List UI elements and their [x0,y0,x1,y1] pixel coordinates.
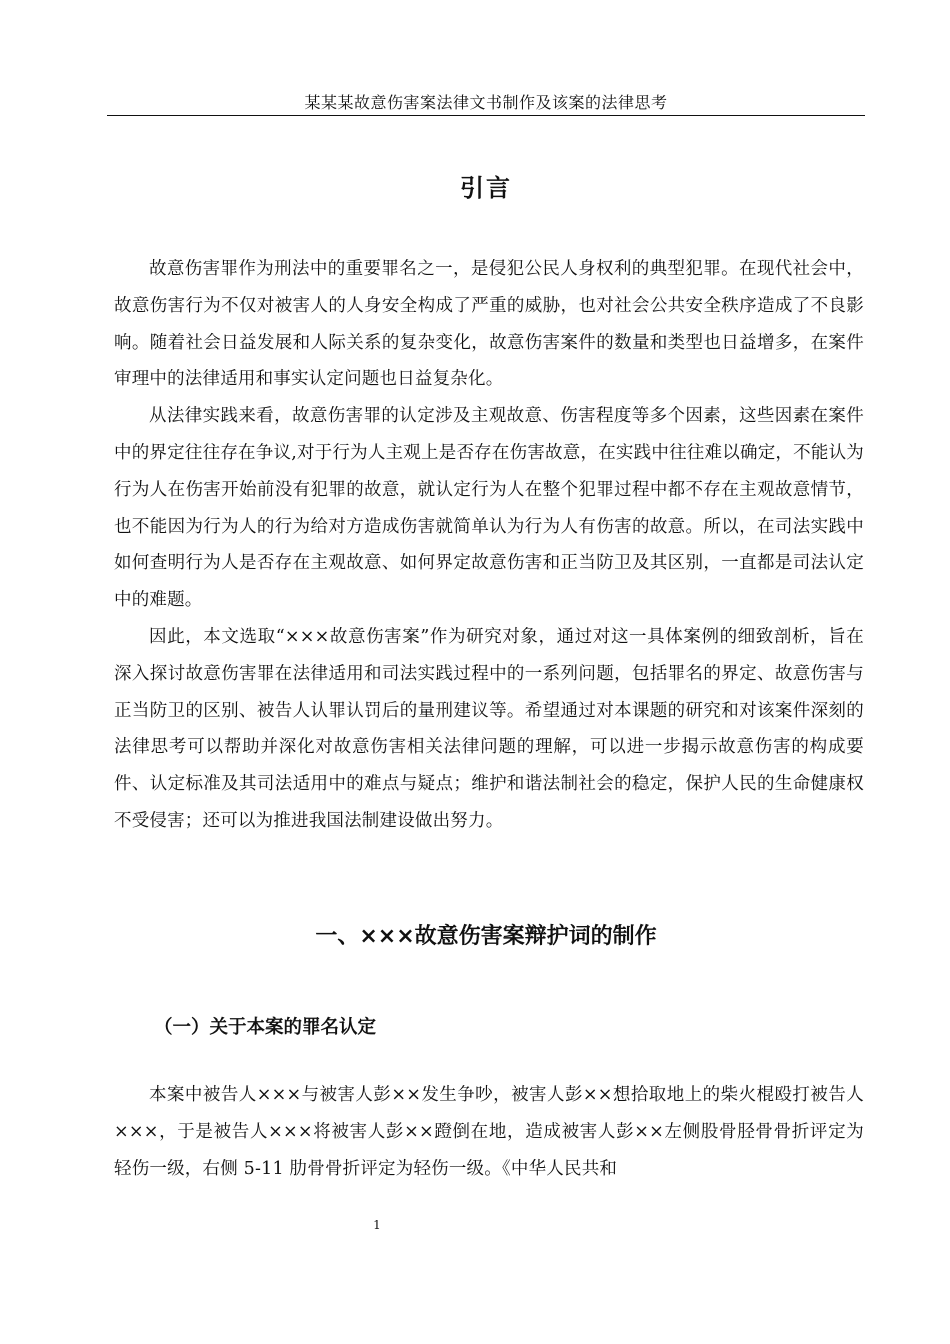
section-heading: 一、×××故意伤害案辩护词的制作 [315,924,657,949]
subsection-heading: （一）关于本案的罪名认定 [154,1017,377,1038]
introduction-paragraph-2: 从法律实践来看，故意伤害罪的认定涉及主观故意、伤害程度等多个因素，这些因素在案件中的界定往往存在争议,对于行为人主观上是否存在伤害故意，在实践中往往难以确定，不能认为行为人在伤害开始前没有犯罪的故意，就认定行为人在整个犯罪过程中都不存在主观故意情节，也不能因为行为人的行为给对方造成伤害就简单认为行为人有伤害的故意。所以，在司法实践中如何查明行为人是否存在主观故意、如何界定故意伤害和正当防卫及其区别，一直都是司法认定中的难题。 [114,406,864,611]
header-rule [107,115,865,116]
section-body [114,1077,864,1187]
introduction-paragraph-1: 故意伤害罪作为刑法中的重要罪名之一，是侵犯公民人身权利的典型犯罪。在现代社会中，故意伤害行为不仅对被害人的人身安全构成了严重的威胁，也对社会公共安全秩序造成了不良影响。随着社会日益发展和人际关系的复杂变化，故意伤害案件的数量和类型也日益增多，在案件审理中的法律适用和事实认定问题也日益复杂化。 [114,259,864,390]
section-paragraph: 本案中被告人×××与被害人彭××发生争吵，被害人彭××想拾取地上的柴火棍殴打被告人×××，于是被告人×××将被害人彭××蹬倒在地，造成被害人彭××左侧股骨胫骨骨折评定为轻伤一级，右侧 5-11 肋骨骨折评定为轻伤一级。《中华人民共和 [114,1085,864,1179]
introduction-body [114,251,864,840]
running-header: 某某某故意伤害案法律文书制作及该案的法律思考 [304,93,668,112]
page-number: 1 [373,1218,381,1232]
introduction-paragraph-3: 因此，本文选取“×××故意伤害案”作为研究对象，通过对这一具体案例的细致剖析，旨在深入探讨故意伤害罪在法律适用和司法实践过程中的一系列问题，包括罪名的界定、故意伤害与正当防卫的区别、被告人认罪认罚后的量刑建议等。希望通过对本课题的研究和对该案件深刻的法律思考可以帮助并深化对故意伤害相关法律问题的理解，可以进一步揭示故意伤害的构成要件、认定标准及其司法适用中的难点与疑点；维护和谐法制社会的稳定，保护人民的生命健康权不受侵害；还可以为推进我国法制建设做出努力。 [114,626,864,831]
introduction-title: 引言 [460,174,512,202]
